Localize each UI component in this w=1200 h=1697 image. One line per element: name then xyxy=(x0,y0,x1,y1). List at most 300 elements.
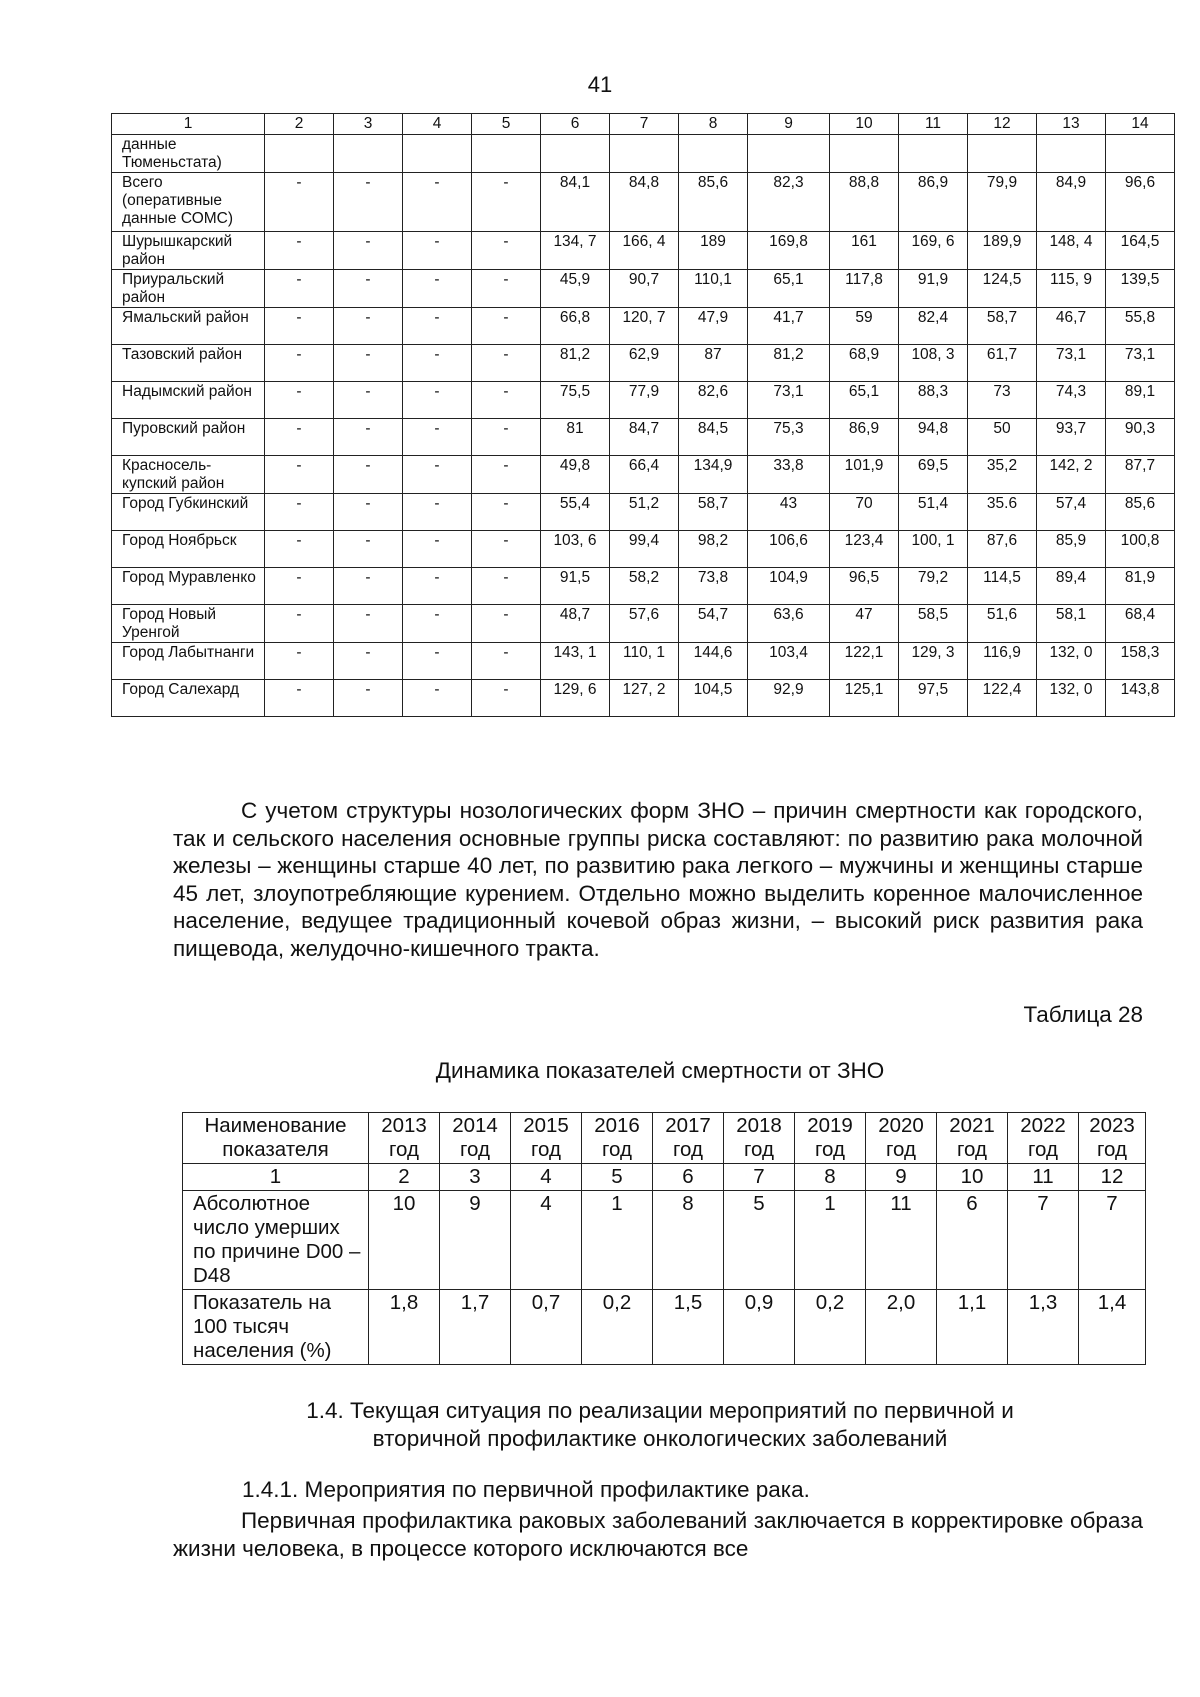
value-cell: - xyxy=(403,605,472,643)
value-cell: 106,6 xyxy=(748,531,830,568)
value-cell: 73 xyxy=(968,382,1037,419)
value-cell: 7 xyxy=(1008,1191,1079,1290)
value-cell: - xyxy=(472,605,541,643)
value-cell: 82,6 xyxy=(679,382,748,419)
column-number-cell: 7 xyxy=(610,114,679,135)
year-header-cell: 2013 год xyxy=(369,1113,440,1164)
value-cell: 63,6 xyxy=(748,605,830,643)
value-cell: 66,8 xyxy=(541,308,610,345)
value-cell: 68,4 xyxy=(1106,605,1175,643)
value-cell: 101,9 xyxy=(830,456,899,494)
value-cell: - xyxy=(472,270,541,308)
table-row xyxy=(112,173,1175,232)
column-number-cell: 11 xyxy=(1008,1164,1079,1191)
table-row xyxy=(112,568,1175,605)
value-cell: 127, 2 xyxy=(610,680,679,717)
page-number: 41 xyxy=(587,72,613,97)
value-cell: 66,4 xyxy=(610,456,679,494)
value-cell: 69,5 xyxy=(899,456,968,494)
value-cell: 164,5 xyxy=(1106,232,1175,270)
year-header-cell: 2022 год xyxy=(1008,1113,1079,1164)
value-cell: 97,5 xyxy=(899,680,968,717)
value-cell: 117,8 xyxy=(830,270,899,308)
value-cell: 161 xyxy=(830,232,899,270)
table-row xyxy=(112,494,1175,531)
value-cell: - xyxy=(265,456,334,494)
value-cell: 115, 9 xyxy=(1037,270,1106,308)
column-number-cell: 7 xyxy=(724,1164,795,1191)
value-cell: 103,4 xyxy=(748,643,830,680)
value-cell: - xyxy=(265,382,334,419)
row-label-cell: Ямальский район xyxy=(112,308,265,345)
value-cell: 58,7 xyxy=(679,494,748,531)
value-cell: 58,1 xyxy=(1037,605,1106,643)
value-cell xyxy=(748,135,830,173)
table-header-row xyxy=(112,114,1175,135)
year-header-cell: 2014 год xyxy=(440,1113,511,1164)
value-cell: 1 xyxy=(795,1191,866,1290)
value-cell: 120, 7 xyxy=(610,308,679,345)
value-cell: 73,1 xyxy=(1037,345,1106,382)
column-number-row xyxy=(183,1164,1146,1191)
value-cell: 132, 0 xyxy=(1037,680,1106,717)
value-cell: 58,7 xyxy=(968,308,1037,345)
table-row xyxy=(183,1191,1146,1290)
value-cell: 70 xyxy=(830,494,899,531)
value-cell: 51,2 xyxy=(610,494,679,531)
row-label-cell: Город Муравленко xyxy=(112,568,265,605)
value-cell: 92,9 xyxy=(748,680,830,717)
value-cell: 87,6 xyxy=(968,531,1037,568)
value-cell: - xyxy=(472,345,541,382)
value-cell: 143, 1 xyxy=(541,643,610,680)
column-number-cell: 5 xyxy=(472,114,541,135)
value-cell: 47 xyxy=(830,605,899,643)
value-cell: - xyxy=(472,680,541,717)
table-row xyxy=(112,232,1175,270)
value-cell xyxy=(541,135,610,173)
value-cell: - xyxy=(334,308,403,345)
value-cell: - xyxy=(403,173,472,232)
value-cell: - xyxy=(265,270,334,308)
value-cell: 134, 7 xyxy=(541,232,610,270)
value-cell: - xyxy=(334,456,403,494)
value-cell: 86,9 xyxy=(899,173,968,232)
value-cell: - xyxy=(265,643,334,680)
value-cell: 91,5 xyxy=(541,568,610,605)
value-cell: 134,9 xyxy=(679,456,748,494)
value-cell xyxy=(610,135,679,173)
value-cell: 122,1 xyxy=(830,643,899,680)
value-cell: - xyxy=(334,419,403,456)
value-cell: - xyxy=(334,680,403,717)
value-cell: 50 xyxy=(968,419,1037,456)
value-cell: - xyxy=(403,308,472,345)
value-cell: 10 xyxy=(369,1191,440,1290)
value-cell: - xyxy=(334,232,403,270)
year-header-cell: 2023 год xyxy=(1079,1113,1146,1164)
row-label-cell: Тазовский район xyxy=(112,345,265,382)
value-cell: 96,5 xyxy=(830,568,899,605)
value-cell: 9 xyxy=(440,1191,511,1290)
column-number-cell: 8 xyxy=(679,114,748,135)
value-cell: 45,9 xyxy=(541,270,610,308)
value-cell: 81,2 xyxy=(748,345,830,382)
value-cell: 1,4 xyxy=(1079,1290,1146,1365)
value-cell: 4 xyxy=(511,1191,582,1290)
value-cell: 57,6 xyxy=(610,605,679,643)
value-cell: - xyxy=(334,531,403,568)
value-cell: 93,7 xyxy=(1037,419,1106,456)
value-cell: - xyxy=(403,232,472,270)
value-cell: 43 xyxy=(748,494,830,531)
mortality-dynamics-table xyxy=(182,1112,1146,1365)
value-cell: 86,9 xyxy=(830,419,899,456)
column-number-cell: 11 xyxy=(899,114,968,135)
value-cell: 77,9 xyxy=(610,382,679,419)
value-cell: 0,2 xyxy=(795,1290,866,1365)
value-cell: 81,9 xyxy=(1106,568,1175,605)
column-number-cell: 10 xyxy=(937,1164,1008,1191)
value-cell: 48,7 xyxy=(541,605,610,643)
value-cell: 79,9 xyxy=(968,173,1037,232)
value-cell: - xyxy=(403,456,472,494)
value-cell: 108, 3 xyxy=(899,345,968,382)
value-cell: - xyxy=(334,382,403,419)
value-cell: 84,7 xyxy=(610,419,679,456)
value-cell xyxy=(1037,135,1106,173)
value-cell: 88,3 xyxy=(899,382,968,419)
value-cell: - xyxy=(472,456,541,494)
value-cell: 85,6 xyxy=(679,173,748,232)
value-cell: - xyxy=(265,605,334,643)
value-cell: 82,4 xyxy=(899,308,968,345)
value-cell: 2,0 xyxy=(866,1290,937,1365)
year-header-cell: 2021 год xyxy=(937,1113,1008,1164)
column-number-cell: 3 xyxy=(440,1164,511,1191)
value-cell: 35.6 xyxy=(968,494,1037,531)
value-cell: - xyxy=(472,643,541,680)
table-row xyxy=(112,345,1175,382)
value-cell: 98,2 xyxy=(679,531,748,568)
value-cell: 65,1 xyxy=(830,382,899,419)
value-cell: 1,5 xyxy=(653,1290,724,1365)
value-cell: 169, 6 xyxy=(899,232,968,270)
value-cell: 82,3 xyxy=(748,173,830,232)
value-cell xyxy=(472,135,541,173)
table-row xyxy=(183,1290,1146,1365)
row-label-cell: Показатель на 100 тысяч населения (%) xyxy=(183,1290,369,1365)
subsection-heading: 1.4.1. Мероприятия по первичной профилактике рака. xyxy=(242,1477,810,1502)
value-cell: - xyxy=(265,531,334,568)
value-cell: 84,9 xyxy=(1037,173,1106,232)
value-cell: 100,8 xyxy=(1106,531,1175,568)
column-number-cell: 9 xyxy=(748,114,830,135)
column-number-cell: 9 xyxy=(866,1164,937,1191)
value-cell: 58,5 xyxy=(899,605,968,643)
column-number-cell: 13 xyxy=(1037,114,1106,135)
value-cell: 125,1 xyxy=(830,680,899,717)
column-number-cell: 14 xyxy=(1106,114,1175,135)
value-cell: 55,8 xyxy=(1106,308,1175,345)
value-cell: - xyxy=(403,531,472,568)
value-cell: - xyxy=(334,345,403,382)
row-label-cell: Приуральский район xyxy=(112,270,265,308)
value-cell: 1,8 xyxy=(369,1290,440,1365)
value-cell: 100, 1 xyxy=(899,531,968,568)
value-cell: 7 xyxy=(1079,1191,1146,1290)
value-cell: 81 xyxy=(541,419,610,456)
value-cell: 94,8 xyxy=(899,419,968,456)
value-cell xyxy=(1106,135,1175,173)
table-header-row xyxy=(183,1113,1146,1164)
risk-groups-paragraph: С учетом структуры нозологических форм ЗНО – причин смертности как городского, так и сельского населения основные группы риска составляют: по развитию рака молочной железы – женщины старше 40 лет, по развитию рака легкого – мужчины и женщины старше 45 лет, злоупотребляющие курением. Отдельно можно выделить коренное малочисленное население, ведущее традиционный кочевой образ жизни, – высокий риск развития рака пищевода, желудочно-кишечного тракта. xyxy=(173,798,1143,961)
value-cell: 158,3 xyxy=(1106,643,1175,680)
value-cell: 110,1 xyxy=(679,270,748,308)
value-cell: - xyxy=(472,531,541,568)
value-cell: 51,4 xyxy=(899,494,968,531)
value-cell: 57,4 xyxy=(1037,494,1106,531)
column-number-cell: 4 xyxy=(511,1164,582,1191)
value-cell: - xyxy=(403,680,472,717)
value-cell: 87,7 xyxy=(1106,456,1175,494)
value-cell: 33,8 xyxy=(748,456,830,494)
year-header-cell: 2018 год xyxy=(724,1113,795,1164)
value-cell: 142, 2 xyxy=(1037,456,1106,494)
value-cell: - xyxy=(403,568,472,605)
column-number-cell: 2 xyxy=(369,1164,440,1191)
value-cell: - xyxy=(334,173,403,232)
value-cell: 88,8 xyxy=(830,173,899,232)
table-row xyxy=(112,456,1175,494)
value-cell: 61,7 xyxy=(968,345,1037,382)
value-cell: 58,2 xyxy=(610,568,679,605)
value-cell: - xyxy=(472,382,541,419)
value-cell: 5 xyxy=(724,1191,795,1290)
column-number-cell: 4 xyxy=(403,114,472,135)
value-cell: - xyxy=(265,494,334,531)
value-cell: 59 xyxy=(830,308,899,345)
value-cell: - xyxy=(265,680,334,717)
column-number-cell: 1 xyxy=(112,114,265,135)
row-label-cell: Город Ноябрьск xyxy=(112,531,265,568)
column-number-cell: 6 xyxy=(541,114,610,135)
value-cell: 51,6 xyxy=(968,605,1037,643)
row-label-cell: Город Губкинский xyxy=(112,494,265,531)
row-label-cell: Надымский район xyxy=(112,382,265,419)
row-label-cell: Пуровский район xyxy=(112,419,265,456)
row-label-cell: Город Новый Уренгой xyxy=(112,605,265,643)
row-label-cell: Город Салехард xyxy=(112,680,265,717)
value-cell: 169,8 xyxy=(748,232,830,270)
value-cell: 74,3 xyxy=(1037,382,1106,419)
value-cell: 84,8 xyxy=(610,173,679,232)
value-cell: 90,3 xyxy=(1106,419,1175,456)
row-label-cell: Шурышкарский район xyxy=(112,232,265,270)
year-header-cell: 2015 год xyxy=(511,1113,582,1164)
value-cell: 132, 0 xyxy=(1037,643,1106,680)
value-cell: 96,6 xyxy=(1106,173,1175,232)
column-number-cell: 12 xyxy=(968,114,1037,135)
value-cell: 116,9 xyxy=(968,643,1037,680)
column-number-cell: 3 xyxy=(334,114,403,135)
value-cell: 99,4 xyxy=(610,531,679,568)
value-cell: 0,9 xyxy=(724,1290,795,1365)
value-cell xyxy=(899,135,968,173)
value-cell: - xyxy=(472,308,541,345)
column-number-cell: 1 xyxy=(183,1164,369,1191)
value-cell: - xyxy=(265,568,334,605)
value-cell: 79,2 xyxy=(899,568,968,605)
value-cell: - xyxy=(265,345,334,382)
row-label-cell: Красносель- купский район xyxy=(112,456,265,494)
value-cell: 129, 3 xyxy=(899,643,968,680)
value-cell: 65,1 xyxy=(748,270,830,308)
value-cell: 62,9 xyxy=(610,345,679,382)
row-label-cell: данные Тюменьстата) xyxy=(112,135,265,173)
value-cell: 35,2 xyxy=(968,456,1037,494)
value-cell: - xyxy=(265,232,334,270)
table-row xyxy=(112,605,1175,643)
value-cell: 73,1 xyxy=(1106,345,1175,382)
value-cell: - xyxy=(334,494,403,531)
column-number-cell: 5 xyxy=(582,1164,653,1191)
section-heading: 1.4. Текущая ситуация по реализации мероприятий по первичной и вторичной профилактике онкологических заболеваний xyxy=(306,1398,1014,1451)
value-cell: 75,5 xyxy=(541,382,610,419)
value-cell: 166, 4 xyxy=(610,232,679,270)
value-cell: 84,5 xyxy=(679,419,748,456)
value-cell: - xyxy=(334,643,403,680)
value-cell: - xyxy=(265,419,334,456)
value-cell: 73,1 xyxy=(748,382,830,419)
value-cell: - xyxy=(472,232,541,270)
year-header-cell: 2017 год xyxy=(653,1113,724,1164)
value-cell xyxy=(830,135,899,173)
table-row xyxy=(112,531,1175,568)
value-cell: 104,5 xyxy=(679,680,748,717)
value-cell: - xyxy=(472,419,541,456)
value-cell: 110, 1 xyxy=(610,643,679,680)
column-number-cell: 6 xyxy=(653,1164,724,1191)
value-cell: - xyxy=(403,270,472,308)
value-cell: 0,2 xyxy=(582,1290,653,1365)
value-cell: 90,7 xyxy=(610,270,679,308)
value-cell: 91,9 xyxy=(899,270,968,308)
value-cell: 103, 6 xyxy=(541,531,610,568)
value-cell: 89,1 xyxy=(1106,382,1175,419)
value-cell: 8 xyxy=(653,1191,724,1290)
value-cell: 6 xyxy=(937,1191,1008,1290)
value-cell: 75,3 xyxy=(748,419,830,456)
table-row xyxy=(112,270,1175,308)
value-cell: 85,6 xyxy=(1106,494,1175,531)
value-cell: - xyxy=(472,568,541,605)
column-number-cell: 2 xyxy=(265,114,334,135)
value-cell: - xyxy=(472,173,541,232)
value-cell: 189,9 xyxy=(968,232,1037,270)
value-cell: 85,9 xyxy=(1037,531,1106,568)
table-row xyxy=(112,419,1175,456)
value-cell: 68,9 xyxy=(830,345,899,382)
value-cell: 148, 4 xyxy=(1037,232,1106,270)
value-cell: 49,8 xyxy=(541,456,610,494)
value-cell: 11 xyxy=(866,1191,937,1290)
value-cell: 189 xyxy=(679,232,748,270)
column-number-cell: 8 xyxy=(795,1164,866,1191)
value-cell: 122,4 xyxy=(968,680,1037,717)
value-cell: 89,4 xyxy=(1037,568,1106,605)
value-cell: - xyxy=(403,382,472,419)
value-cell: 129, 6 xyxy=(541,680,610,717)
year-header-cell: 2019 год xyxy=(795,1113,866,1164)
value-cell: 84,1 xyxy=(541,173,610,232)
year-header-cell: 2020 год xyxy=(866,1113,937,1164)
value-cell: - xyxy=(265,308,334,345)
value-cell: 54,7 xyxy=(679,605,748,643)
value-cell: 139,5 xyxy=(1106,270,1175,308)
value-cell: - xyxy=(334,568,403,605)
value-cell: 47,9 xyxy=(679,308,748,345)
column-number-cell: 12 xyxy=(1079,1164,1146,1191)
value-cell xyxy=(334,135,403,173)
table-row xyxy=(112,643,1175,680)
value-cell: 55,4 xyxy=(541,494,610,531)
value-cell: 1,3 xyxy=(1008,1290,1079,1365)
year-header-cell: 2016 год xyxy=(582,1113,653,1164)
value-cell: 1,1 xyxy=(937,1290,1008,1365)
mortality-by-district-table xyxy=(111,113,1175,717)
table-row xyxy=(112,382,1175,419)
value-cell: 81,2 xyxy=(541,345,610,382)
value-cell: 1,7 xyxy=(440,1290,511,1365)
value-cell: 46,7 xyxy=(1037,308,1106,345)
value-cell: 143,8 xyxy=(1106,680,1175,717)
value-cell: - xyxy=(403,643,472,680)
value-cell: - xyxy=(334,605,403,643)
row-label-cell: Всего (оперативные данные СОМС) xyxy=(112,173,265,232)
value-cell: 41,7 xyxy=(748,308,830,345)
value-cell xyxy=(265,135,334,173)
table-row xyxy=(112,308,1175,345)
value-cell: - xyxy=(403,419,472,456)
row-label-cell: Город Лабытнанги xyxy=(112,643,265,680)
primary-prevention-paragraph: Первичная профилактика раковых заболеваний заключается в корректировке образа жизни человека, в процессе которого исключаются все xyxy=(173,1508,1143,1561)
row-label-cell: Абсолютное число умерших по причине D00 – D48 xyxy=(183,1191,369,1290)
table-caption: Динамика показателей смертности от ЗНО xyxy=(435,1058,885,1083)
value-cell: 1 xyxy=(582,1191,653,1290)
value-cell: 104,9 xyxy=(748,568,830,605)
column-number-cell: 10 xyxy=(830,114,899,135)
value-cell: 87 xyxy=(679,345,748,382)
value-cell: 73,8 xyxy=(679,568,748,605)
value-cell xyxy=(679,135,748,173)
table-row xyxy=(112,135,1175,173)
table-row xyxy=(112,680,1175,717)
value-cell: - xyxy=(472,494,541,531)
value-cell: 0,7 xyxy=(511,1290,582,1365)
value-cell: - xyxy=(334,270,403,308)
value-cell: - xyxy=(265,173,334,232)
value-cell xyxy=(968,135,1037,173)
value-cell: 123,4 xyxy=(830,531,899,568)
value-cell xyxy=(403,135,472,173)
value-cell: 124,5 xyxy=(968,270,1037,308)
value-cell: - xyxy=(403,345,472,382)
value-cell: 114,5 xyxy=(968,568,1037,605)
value-cell: 144,6 xyxy=(679,643,748,680)
value-cell: - xyxy=(403,494,472,531)
indicator-header-cell: Наименование показателя xyxy=(183,1113,369,1164)
